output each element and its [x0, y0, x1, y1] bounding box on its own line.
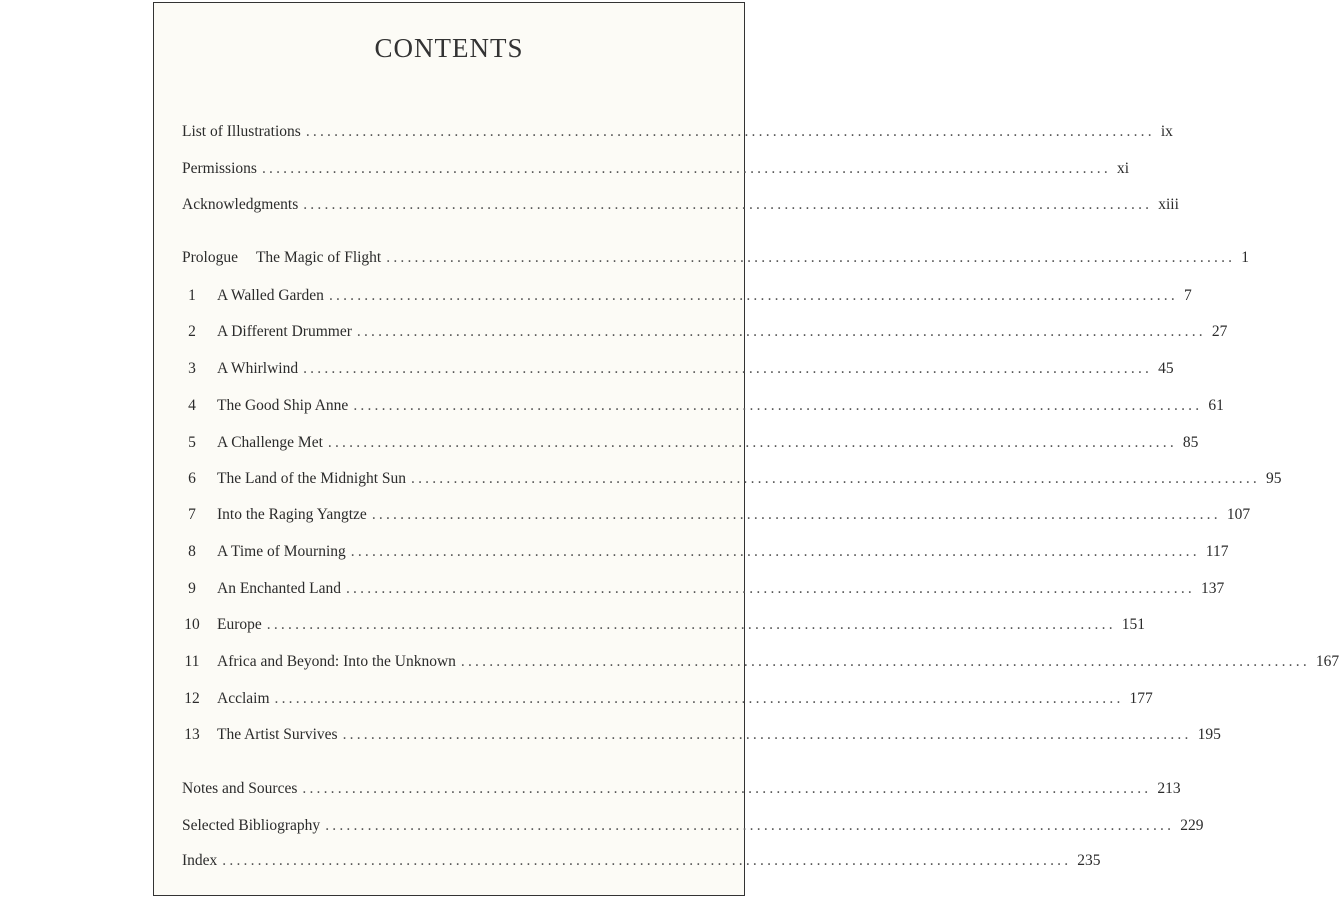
toc-entry-label: Acclaim: [217, 690, 270, 707]
toc-entry-label: Acknowledgments: [182, 196, 299, 213]
toc-entry-label: The Land of the Midnight Sun: [217, 470, 406, 487]
dot-leader: ........................................................................................................................: [411, 470, 1260, 487]
dot-leader: ........................................................................................................................: [353, 397, 1203, 414]
chapter-number: 2: [188, 323, 196, 340]
toc-chapter-9: [182, 577, 1225, 601]
chapter-number: 1: [188, 287, 196, 304]
toc-chapter-7: [182, 503, 1251, 527]
dot-leader: ........................................................................................................................: [328, 287, 1178, 304]
toc-entry-page: 213: [1157, 780, 1181, 797]
toc-chapter-13: [182, 723, 1221, 747]
toc-entry-label: A Walled Garden: [217, 287, 324, 304]
chapter-number: 5: [188, 434, 196, 451]
toc-entry-notes-and-sources: [182, 777, 1181, 801]
toc-entry-label: Index: [182, 852, 218, 869]
toc-entry-page: 151: [1121, 616, 1146, 633]
chapter-number: 11: [184, 653, 200, 670]
toc-entry-label: Africa and Beyond: Into the Unknown: [217, 653, 456, 670]
dot-leader: ........................................................................................................................: [222, 852, 1072, 869]
toc-chapter-2: [182, 320, 1228, 344]
toc-entry-acknowledgments: [182, 193, 1179, 217]
dot-leader: ........................................................................................................................: [386, 249, 1236, 266]
dot-leader: ........................................................................................................................: [325, 817, 1175, 834]
toc-entry-page: 195: [1197, 726, 1221, 743]
chapter-number: 3: [188, 360, 196, 377]
toc-entry-label: A Time of Mourning: [217, 543, 346, 560]
page-title: CONTENTS: [374, 33, 524, 63]
dot-leader: ........................................................................................................................: [342, 726, 1192, 743]
toc-chapter-5: [182, 431, 1199, 455]
chapter-number: 12: [184, 690, 200, 707]
toc-entry-prologue: [182, 246, 1249, 270]
dot-leader: ........................................................................................................................: [303, 360, 1153, 377]
chapter-number: 6: [188, 470, 196, 487]
toc-entry-list-of-illustrations: [182, 120, 1173, 144]
toc-chapter-10: [182, 613, 1146, 637]
toc-chapter-6: [182, 467, 1282, 491]
toc-entry-page: 61: [1208, 397, 1224, 414]
dot-leader: ........................................................................................................................: [371, 506, 1221, 523]
toc-entry-label: Notes and Sources: [182, 780, 298, 797]
toc-entry-selected-bibliography: [182, 814, 1204, 838]
dot-leader: ........................................................................................................................: [345, 580, 1195, 597]
toc-entry-page: 85: [1182, 434, 1199, 451]
toc-entry-page: 137: [1200, 580, 1225, 597]
prologue-prefix: Prologue: [182, 249, 238, 266]
toc-chapter-3: [182, 357, 1174, 381]
toc-chapter-1: [182, 284, 1192, 308]
toc-entry-permissions: [182, 157, 1129, 181]
toc-entry-page: 167: [1315, 653, 1339, 670]
dot-leader: ........................................................................................................................: [274, 690, 1124, 707]
toc-entry-page: 117: [1205, 543, 1229, 560]
dot-leader: ........................................................................................................................: [261, 160, 1111, 177]
toc-entry-page: 177: [1129, 690, 1153, 707]
dot-leader: ........................................................................................................................: [266, 616, 1116, 633]
dot-leader: ........................................................................................................................: [350, 543, 1200, 560]
dot-leader: ........................................................................................................................: [356, 323, 1206, 340]
toc-entry-label: Into the Raging Yangtze: [217, 506, 367, 523]
toc-entry-page: 235: [1077, 852, 1101, 869]
chapter-number: 8: [188, 543, 196, 560]
toc-entry-page: xi: [1116, 160, 1129, 177]
toc-entry-page: 229: [1180, 817, 1204, 834]
chapter-number: 13: [184, 726, 200, 743]
dot-leader: ........................................................................................................................: [303, 196, 1153, 213]
toc-entry-index: [182, 849, 1101, 873]
toc-chapter-11: [182, 650, 1339, 674]
toc-entry-label: An Enchanted Land: [217, 580, 341, 597]
chapter-number: 9: [188, 580, 196, 597]
toc-entry-page: ix: [1160, 123, 1173, 140]
book-page: [153, 2, 1339, 896]
toc-entry-page: 1: [1241, 249, 1249, 266]
dot-leader: ........................................................................................................................: [305, 123, 1155, 140]
toc-entry-label: The Artist Survives: [217, 726, 338, 743]
dot-leader: ........................................................................................................................: [460, 653, 1310, 670]
toc-entry-label: List of Illustrations: [182, 123, 301, 140]
chapter-number: 4: [188, 397, 196, 414]
toc-entry-page: 107: [1226, 506, 1251, 523]
toc-entry-label: Permissions: [182, 160, 257, 177]
chapter-number: 10: [184, 616, 200, 633]
toc-entry-label: Selected Bibliography: [182, 817, 321, 834]
toc-entry-label: The Magic of Flight: [255, 249, 382, 266]
dot-leader: ........................................................................................................................: [302, 780, 1152, 797]
toc-entry-page: 95: [1266, 470, 1282, 487]
toc-entry-page: 45: [1158, 360, 1174, 377]
dot-leader: ........................................................................................................................: [327, 434, 1177, 451]
toc-entry-page: 27: [1211, 323, 1228, 340]
toc-chapter-8: [182, 540, 1229, 564]
toc-entry-page: 7: [1183, 287, 1192, 304]
toc-chapter-12: [182, 687, 1153, 711]
toc-entry-page: xiii: [1158, 196, 1179, 213]
chapter-number: 7: [188, 506, 196, 523]
toc-entry-label: The Good Ship Anne: [217, 397, 349, 414]
toc-entry-label: A Challenge Met: [217, 434, 323, 451]
toc-chapter-4: [182, 394, 1224, 418]
toc-entry-label: A Whirlwind: [217, 360, 299, 377]
toc-entry-label: Europe: [217, 616, 262, 633]
toc-entry-label: A Different Drummer: [217, 323, 352, 340]
